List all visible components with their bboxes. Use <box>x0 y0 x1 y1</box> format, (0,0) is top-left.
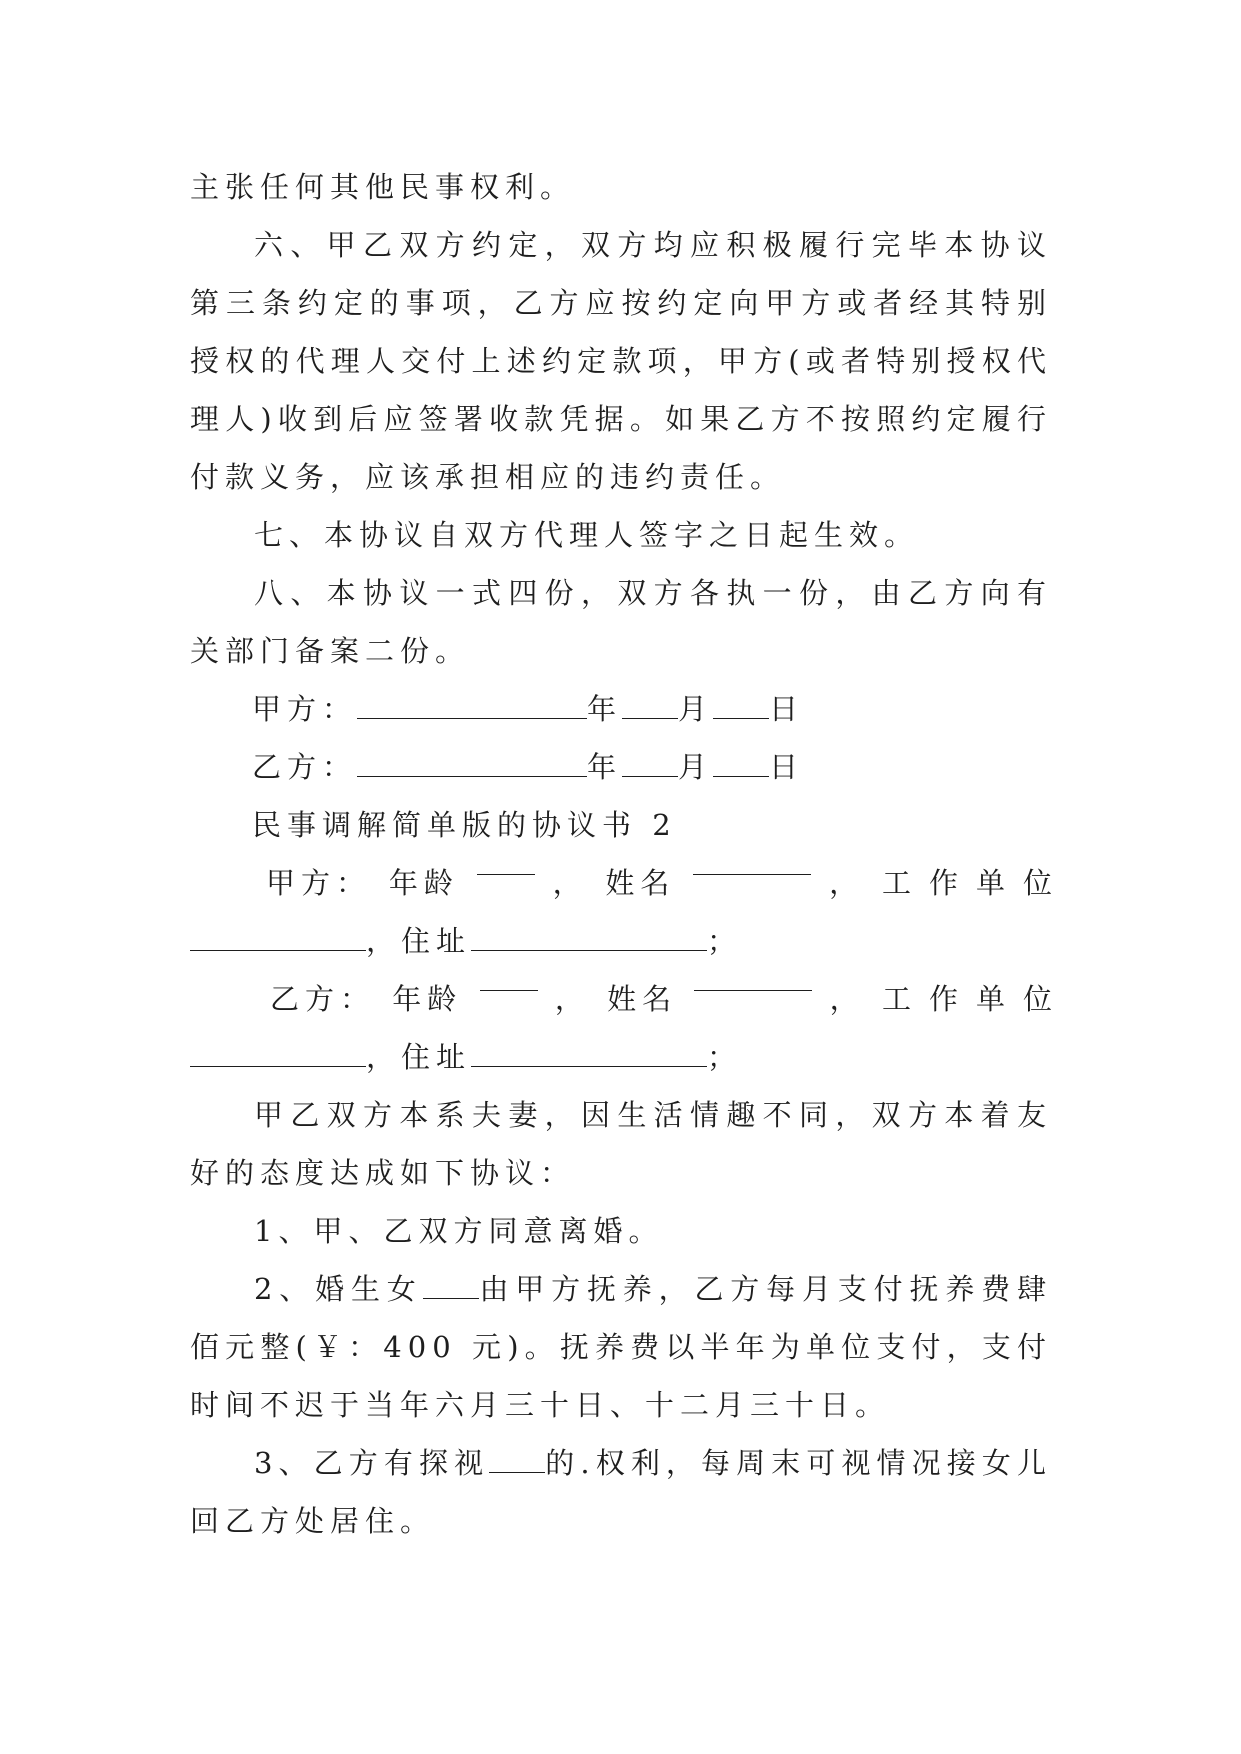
month-blank-a <box>622 698 678 719</box>
party-a-label: 甲方： <box>266 866 372 900</box>
day-char-a: 日 <box>769 692 805 726</box>
signature-line-party-b <box>190 738 1052 796</box>
paragraph-item-1: 1、甲、乙双方同意离婚。 <box>254 1214 664 1248</box>
item-2-blank <box>423 1278 479 1299</box>
party-b-comma-2: ， <box>829 982 865 1016</box>
party-b-work-blank <box>190 1046 366 1067</box>
signature-blank-b <box>357 756 587 777</box>
party-a-comma-1: ， <box>552 866 588 900</box>
party-a-info-line <box>190 854 1070 912</box>
party-a-name-label: 姓名 <box>605 866 676 900</box>
signature-label-b: 乙方： <box>252 750 358 784</box>
party-a-age-blank <box>477 854 535 875</box>
item-2-start: 2、婚生女 <box>254 1272 423 1306</box>
party-a-end: ； <box>707 924 743 958</box>
party-b-age-blank <box>480 970 538 991</box>
party-b-work-label: 工作单位 <box>881 982 1070 1016</box>
party-b-address-line <box>190 1028 1052 1086</box>
paragraph-article-8: 八、本协议一式四份，双方各执一份，由乙方向有关部门备案二份。 <box>190 576 1052 668</box>
party-b-name-label: 姓名 <box>607 982 678 1016</box>
day-char-b: 日 <box>769 750 805 784</box>
party-a-work-blank <box>190 930 366 951</box>
item-3-start: 3、乙方有探视 <box>254 1446 490 1480</box>
party-a-address-blank <box>471 930 707 951</box>
party-b-info-line <box>190 970 1070 1028</box>
day-blank-a <box>713 698 769 719</box>
party-a-work-label: 工作单位 <box>881 866 1070 900</box>
paragraph-item-2 <box>190 1260 1052 1434</box>
month-char-a: 月 <box>678 692 714 726</box>
paragraph-agreement-intro: 甲乙双方本系夫妻，因生活情趣不同，双方本着友好的态度达成如下协议： <box>190 1098 1052 1190</box>
party-b-label: 乙方： <box>270 982 376 1016</box>
paragraph-article-7: 七、本协议自双方代理人签字之日起生效。 <box>254 518 920 552</box>
paragraph-article-6: 六、甲乙双方约定，双方均应积极履行完毕本协议第三条约定的事项，乙方应按约定向甲方或者经其特别授权的代理人交付上述约定款项，甲方(或者特别授权代理人)收到后应签署收款凭据。如果乙方不按照约定履行付款义务，应该承担相应的违约责任。 <box>190 228 1052 494</box>
month-blank-b <box>622 756 678 777</box>
item-2-rest: 由甲方抚养，乙方每月支付抚养费肆佰元整(￥：400 元)。抚养费以半年为单位支付，支付时间不迟于当年六月三十日、十二月三十日。 <box>190 1272 1052 1422</box>
party-b-address-blank <box>471 1046 707 1067</box>
year-char-a: 年 <box>587 692 623 726</box>
party-b-name-blank <box>694 970 812 991</box>
day-blank-b <box>713 756 769 777</box>
party-a-name-blank <box>693 854 811 875</box>
item-3-blank <box>489 1452 545 1473</box>
paragraph-1: 主张任何其他民事权利。 <box>190 170 576 204</box>
item-3-rest: 的.权利，每周末可视情况接女儿回乙方处居住。 <box>190 1446 1052 1538</box>
year-char-b: 年 <box>587 750 623 784</box>
party-b-end: ； <box>707 1040 743 1074</box>
party-b-address-label: ，住址 <box>366 1040 472 1074</box>
party-a-address-label: ，住址 <box>366 924 472 958</box>
party-b-comma-1: ， <box>554 982 590 1016</box>
document-body <box>190 158 1070 1550</box>
section-title: 民事调解简单版的协议书 2 <box>252 808 677 842</box>
party-a-comma-2: ， <box>829 866 865 900</box>
signature-blank-a <box>357 698 587 719</box>
paragraph-item-3 <box>190 1434 1052 1550</box>
signature-line-party-a <box>190 680 1052 738</box>
party-a-address-line <box>190 912 1052 970</box>
month-char-b: 月 <box>678 750 714 784</box>
party-a-age-label: 年龄 <box>388 866 459 900</box>
signature-label-a: 甲方： <box>252 692 358 726</box>
party-b-age-label: 年龄 <box>392 982 463 1016</box>
